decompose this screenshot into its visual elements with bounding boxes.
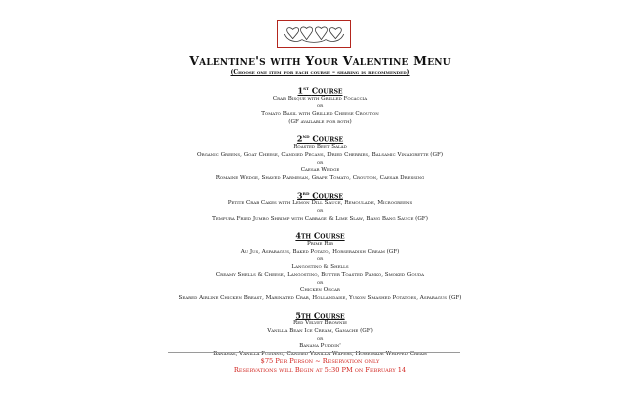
course-title [0,229,640,241]
reservation-note: Reservations will Begin at 5:30 PM on February 14 [233,366,407,374]
course-ordinal: st [303,86,309,92]
course-title [0,309,640,321]
course-3 [0,189,640,224]
course-number: 5th [295,310,312,321]
price-note: $75 Per Person ~ Reservation only [260,357,380,365]
course-label: Course [313,310,345,321]
menu-line: or [316,279,324,286]
divider [168,352,460,353]
menu-line: Chicken Oscar [300,287,340,294]
menu-line: Crab Bisque with Grilled Focaccia [272,95,368,102]
menu-line: Tempura Fried Jumbo Shrimp with Cabbage & Lime Slaw, Bang Bang Sauce (GF) [212,215,428,222]
course-label: Course [312,134,344,145]
hearts-scroll-icon [278,21,350,47]
course-ordinal: nd [302,134,310,141]
course-label: Course [311,85,343,96]
menu-subtitle: (Choose one item for each course – sharing is recommended) [230,69,410,76]
menu-line: Prime Rib [307,241,333,248]
menu-line: Seared Airline Chicken Breast, Marinated Crab, Hollandaise, Yukon Smashed Potatoes, Asparagus (GF) [178,294,462,301]
menu-line: Romaine Wedge, Shaved Parmesan, Grape Tomato, Crouton, Caesar Dressing [215,174,425,181]
course-title [0,189,640,201]
menu-line: Red Velvet Brownie [292,320,348,327]
course-2 [0,132,640,182]
hearts-logo-icon [277,20,351,48]
course-ordinal: rd [302,190,310,197]
course-number: 2 [296,134,303,145]
menu-line: Creamy Shells & Cheese, Langostino, Butter Toasted Panko, Smoked Gouda [215,271,425,278]
menu-line: or [316,335,324,342]
menu-line: Tomato Basil with Grilled Cheese Crouton [261,111,379,118]
menu-title: Valentine's with Your Valentine Menu [189,53,451,68]
menu-line: or [316,103,324,110]
menu-line: Caesar Wedge [300,167,340,174]
course-number: 4th [295,231,312,242]
menu-line: Vanilla Bean Ice Cream, Ganache (GF) [267,328,373,335]
menu-line: or [316,256,324,263]
course-number: 1 [297,85,304,96]
course-label: Course [312,190,343,201]
menu-line: or [316,159,324,166]
course-label: Course [313,231,345,242]
menu-line: Bananas, Vanilla Pudding, Candied Vanilla Wafers, Homemade Whipped Cream [213,351,427,358]
course-title [0,84,640,96]
menu-line: or [316,208,324,214]
course-title [0,132,640,144]
course-1 [0,84,640,126]
course-4 [0,229,640,302]
menu-line: Banana Puddin' [299,343,341,350]
menu-line: Langostino & Shells [291,264,349,271]
menu-line: (GF available for both) [288,118,352,125]
menu-line: Petite Crab Cakes with Lemon Dill Sauce, Remoulade, Microgreens [227,200,413,207]
course-number: 3 [297,190,303,201]
menu-line: Roasted Beet Salad [293,144,347,151]
menu-line: Organic Greens, Goat Cheese, Candied Pecans, Dried Cherries, Balsamic Vinaigrette (GF) [196,151,444,158]
menu-line: Au Jus, Asparagus, Baked Potato, Horseradish Cream (GF) [240,248,400,255]
course-list [0,84,640,365]
